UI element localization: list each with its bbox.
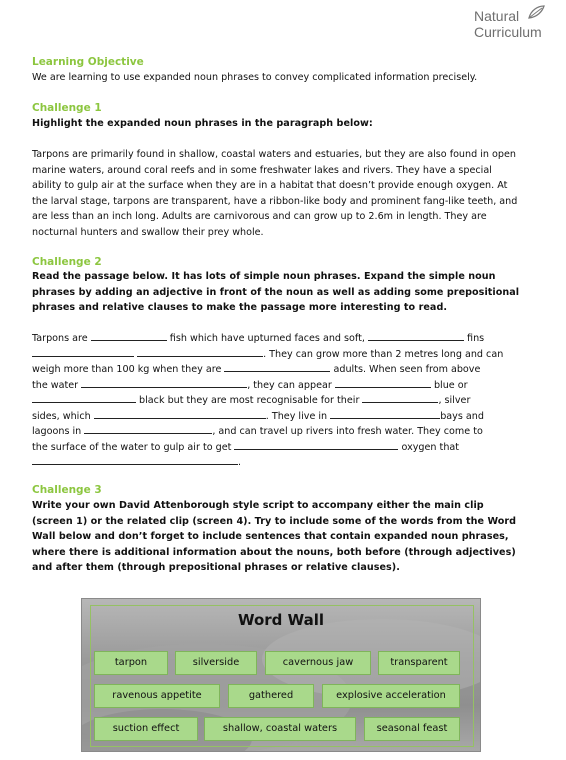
passage-text: the surface of the water to gulp air to get xyxy=(32,441,235,453)
blank[interactable] xyxy=(330,409,440,419)
passage-text: the water xyxy=(32,379,82,391)
challenge3-instruction: Write your own David Attenborough style script to accompany either the main clip (screen 1) or the related clip (screen 4). Try to include some of the words from the Word Wall below and don’t forget to include sentences that contain expanded noun phrases, where there is additional information about the nouns, both before (through adjectives) and after them (through prepositional phrases or relative clauses). xyxy=(32,500,517,573)
passage-text: weigh more than 100 kg when they are xyxy=(32,364,225,375)
blank[interactable] xyxy=(32,393,136,403)
passage-line xyxy=(32,409,524,425)
passage-text: fins xyxy=(463,333,485,344)
logo-line2: Curriculum xyxy=(474,24,542,40)
blank[interactable] xyxy=(84,424,212,434)
challenge2-passage xyxy=(32,331,524,471)
passage-text: lagoons in xyxy=(32,426,85,437)
passage-line xyxy=(32,424,524,440)
natural-curriculum-logo xyxy=(474,6,560,42)
challenge2-instruction: Read the passage below. It has lots of simple noun phrases. Expand the simple noun phrases by adding an adjective in front of the noun as well as adding some prepositional phrases and relative clauses to make the passage more interesting to read. xyxy=(32,271,520,313)
passage-text: fish which have upturned faces and soft, xyxy=(166,333,368,344)
word-chip: explosive acceleration xyxy=(322,684,460,708)
challenge3-heading: Challenge 3 xyxy=(32,484,102,496)
challenge2-heading: Challenge 2 xyxy=(32,256,102,268)
passage-line xyxy=(32,378,524,394)
word-chip: transparent xyxy=(378,651,460,675)
passage-text: black but they are most recognisable for their xyxy=(136,395,363,406)
blank[interactable] xyxy=(368,331,464,341)
passage-text: sides, which xyxy=(32,410,94,422)
blank[interactable] xyxy=(32,347,134,357)
blank[interactable] xyxy=(81,378,247,388)
passage-line xyxy=(32,440,524,456)
passage-text: . They live in xyxy=(265,410,331,422)
passage-text: blue or xyxy=(430,379,468,391)
word-wall-title: Word Wall xyxy=(237,611,325,629)
passage-line xyxy=(32,362,524,378)
challenge1-instruction: Highlight the expanded noun phrases in the paragraph below: xyxy=(32,118,373,129)
blank[interactable] xyxy=(335,378,431,388)
objective-heading: Learning Objective xyxy=(32,56,144,68)
passage-text: Tarpons are xyxy=(32,333,91,344)
blank[interactable] xyxy=(362,393,438,403)
leaf-icon xyxy=(526,4,546,22)
blank[interactable] xyxy=(234,440,398,450)
blank[interactable] xyxy=(224,362,330,372)
word-chip: tarpon xyxy=(94,651,168,675)
word-chip: suction effect xyxy=(94,717,198,741)
challenge1-paragraph: Tarpons are primarily found in shallow, coastal waters and estuaries, but they are also found in open marine waters, around coral reefs and in some freshwater lakes and rivers. They have a special ability to gulp air at the surface when they are in a habitat that doesn’t provide enough oxygen. At the larval stage, tarpons are transparent, have a ribbon-like body and prominent fang-like teeth, and are less than an inch long. Adults are carnivorous and can grow up to 2.6m in length. They are nocturnal hunters and swallow their prey whole. xyxy=(32,149,518,238)
passage-text: oxygen that xyxy=(398,441,460,453)
passage-text: , silver xyxy=(438,395,471,406)
passage-text: bays and xyxy=(440,410,484,422)
blank[interactable] xyxy=(91,331,167,341)
word-wall xyxy=(81,598,481,752)
passage-line xyxy=(32,347,524,363)
blank[interactable] xyxy=(94,409,266,419)
passage-text: . They can grow more than 2 metres long and can xyxy=(263,348,504,360)
blank[interactable] xyxy=(137,347,263,357)
blank[interactable] xyxy=(32,455,238,465)
passage-line xyxy=(32,455,524,471)
logo-line1: Natural xyxy=(474,8,520,24)
word-chip: gathered xyxy=(228,684,314,708)
passage-text: , they can appear xyxy=(247,379,335,391)
word-chip: silverside xyxy=(175,651,257,675)
word-chip: cavernous jaw xyxy=(265,651,371,675)
word-chip: shallow, coastal waters xyxy=(204,717,356,741)
passage-line xyxy=(32,393,524,409)
passage-text: adults. When seen from above xyxy=(330,364,481,375)
challenge1-heading: Challenge 1 xyxy=(32,102,102,114)
passage-text: . xyxy=(238,457,242,468)
passage-text: , and can travel up rivers into fresh water. They come to xyxy=(212,426,483,437)
word-chip: ravenous appetite xyxy=(94,684,220,708)
word-chip: seasonal feast xyxy=(364,717,460,741)
objective-text: We are learning to use expanded noun phrases to convey complicated information precisely. xyxy=(32,72,478,83)
passage-line xyxy=(32,331,524,347)
